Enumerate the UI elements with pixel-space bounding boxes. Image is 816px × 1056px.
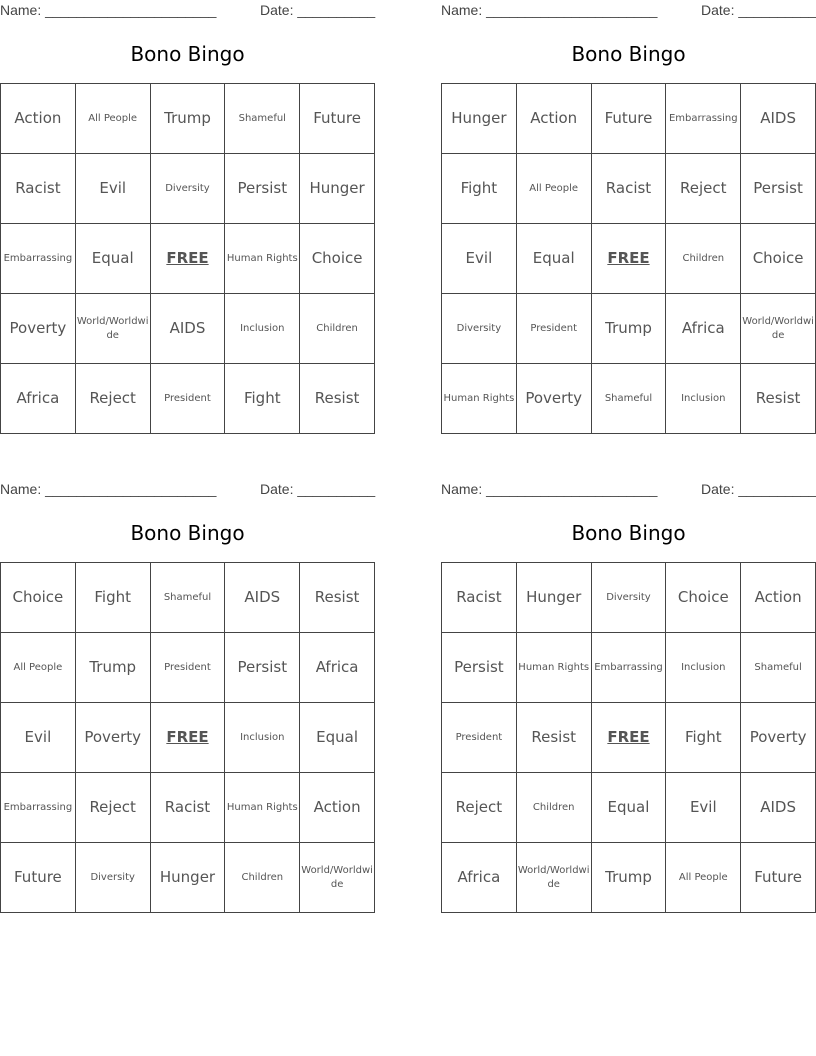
bingo-cell: Reject [75, 364, 150, 434]
name-date-line [441, 0, 816, 20]
bingo-cell: Persist [225, 633, 300, 703]
bingo-cell: Shameful [225, 84, 300, 154]
bingo-cell: AIDS [150, 294, 225, 364]
bingo-cell: Poverty [1, 294, 76, 364]
bingo-row [442, 364, 816, 434]
bingo-cell: Embarrassing [591, 633, 666, 703]
bingo-cell: President [516, 294, 591, 364]
bingo-row [1, 154, 375, 224]
bingo-cell: Action [516, 84, 591, 154]
bingo-cell: Africa [442, 843, 517, 913]
bingo-cell: World/Worldwide [516, 843, 591, 913]
bingo-cell: Fight [225, 364, 300, 434]
bingo-cell: Action [741, 563, 816, 633]
bingo-cell: Inclusion [225, 703, 300, 773]
bingo-cell: Resist [300, 563, 375, 633]
bingo-cell: Persist [225, 154, 300, 224]
bingo-cell: Africa [300, 633, 375, 703]
bingo-cell: Future [1, 843, 76, 913]
bingo-cell: World/Worldwide [741, 294, 816, 364]
bingo-cell: Children [516, 773, 591, 843]
bingo-cell: Action [1, 84, 76, 154]
bingo-cell: Racist [1, 154, 76, 224]
bingo-cell: Reject [666, 154, 741, 224]
name-field-label: Name: ______________________ [441, 481, 658, 497]
bingo-row [442, 633, 816, 703]
bingo-row [442, 154, 816, 224]
bingo-cell: Racist [591, 154, 666, 224]
bingo-cell: Fight [75, 563, 150, 633]
card-title: Bono Bingo [130, 42, 245, 66]
bingo-row [1, 773, 375, 843]
free-space-cell: FREE [591, 224, 666, 294]
bingo-row [442, 773, 816, 843]
name-field-label: Name: ______________________ [0, 481, 217, 497]
date-field-label: Date: __________ [701, 2, 816, 18]
bingo-cell: Racist [150, 773, 225, 843]
date-field-label: Date: __________ [260, 481, 376, 497]
bingo-row [1, 84, 375, 154]
bingo-row [442, 84, 816, 154]
bingo-cell: Equal [591, 773, 666, 843]
bingo-cell: AIDS [741, 773, 816, 843]
bingo-row [1, 563, 375, 633]
bingo-cell: Hunger [300, 154, 375, 224]
bingo-cell: All People [1, 633, 76, 703]
bingo-cell: Future [300, 84, 375, 154]
bingo-cell: Evil [1, 703, 76, 773]
bingo-cell: All People [75, 84, 150, 154]
bingo-cell: Inclusion [225, 294, 300, 364]
card-title: Bono Bingo [571, 42, 686, 66]
bingo-cell: Inclusion [666, 633, 741, 703]
bingo-cell: Embarrassing [666, 84, 741, 154]
bingo-cell: Equal [300, 703, 375, 773]
bingo-cell: Children [666, 224, 741, 294]
bingo-cell: Diversity [591, 563, 666, 633]
bingo-grid [441, 562, 816, 913]
date-field-label: Date: __________ [260, 2, 376, 18]
bingo-row [1, 703, 375, 773]
bingo-cell: Trump [591, 843, 666, 913]
bingo-cell: Choice [1, 563, 76, 633]
bingo-cell: President [150, 364, 225, 434]
bingo-cell: Equal [75, 224, 150, 294]
bingo-cell: World/Worldwide [75, 294, 150, 364]
bingo-cell: Evil [666, 773, 741, 843]
bingo-cell: AIDS [741, 84, 816, 154]
bingo-row [442, 563, 816, 633]
bingo-cell: Fight [666, 703, 741, 773]
bingo-row [1, 364, 375, 434]
bingo-row [442, 843, 816, 913]
bingo-grid [0, 562, 375, 913]
bingo-row [1, 633, 375, 703]
bingo-cell: Diversity [75, 843, 150, 913]
bingo-cell: Shameful [591, 364, 666, 434]
bingo-cell: AIDS [225, 563, 300, 633]
bingo-cell: Future [741, 843, 816, 913]
bingo-cell: Poverty [75, 703, 150, 773]
bingo-cell: Trump [591, 294, 666, 364]
name-date-line [441, 479, 816, 499]
bingo-cell: Choice [741, 224, 816, 294]
bingo-cell: Fight [442, 154, 517, 224]
card-title: Bono Bingo [571, 521, 686, 545]
bingo-cell: Evil [75, 154, 150, 224]
bingo-cell: Hunger [516, 563, 591, 633]
date-field-label: Date: __________ [701, 481, 816, 497]
bingo-cell: Resist [741, 364, 816, 434]
bingo-row [1, 843, 375, 913]
bingo-cell: Human Rights [225, 224, 300, 294]
bingo-cell: Resist [300, 364, 375, 434]
bingo-row [1, 294, 375, 364]
bingo-cell: Diversity [150, 154, 225, 224]
bingo-cell: Human Rights [442, 364, 517, 434]
bingo-cell: All People [666, 843, 741, 913]
bingo-cell: Children [300, 294, 375, 364]
bingo-grid [0, 83, 375, 434]
bingo-cell: Choice [300, 224, 375, 294]
bingo-cell: Hunger [442, 84, 517, 154]
bingo-cell: Persist [741, 154, 816, 224]
name-date-line [0, 479, 375, 499]
bingo-cell: Trump [75, 633, 150, 703]
bingo-row [1, 224, 375, 294]
bingo-row [442, 703, 816, 773]
bingo-grid [441, 83, 816, 434]
bingo-cell: Human Rights [516, 633, 591, 703]
bingo-cell: Hunger [150, 843, 225, 913]
bingo-cell: Africa [1, 364, 76, 434]
bingo-cell: Choice [666, 563, 741, 633]
bingo-cell: Trump [150, 84, 225, 154]
card-title: Bono Bingo [130, 521, 245, 545]
free-space-cell: FREE [150, 703, 225, 773]
bingo-cell: Reject [442, 773, 517, 843]
bingo-cell: Inclusion [666, 364, 741, 434]
bingo-cell: Equal [516, 224, 591, 294]
bingo-cell: Racist [442, 563, 517, 633]
free-space-cell: FREE [150, 224, 225, 294]
bingo-cell: Diversity [442, 294, 517, 364]
bingo-cell: President [150, 633, 225, 703]
bingo-cell: Action [300, 773, 375, 843]
bingo-cell: Human Rights [225, 773, 300, 843]
bingo-cell: Future [591, 84, 666, 154]
bingo-cell: Shameful [741, 633, 816, 703]
bingo-row [442, 224, 816, 294]
name-field-label: Name: ______________________ [0, 2, 217, 18]
bingo-cell: Children [225, 843, 300, 913]
bingo-cell: Poverty [516, 364, 591, 434]
bingo-cell: Embarrassing [1, 224, 76, 294]
name-date-line [0, 0, 375, 20]
bingo-cell: President [442, 703, 517, 773]
name-field-label: Name: ______________________ [441, 2, 658, 18]
bingo-cell: Africa [666, 294, 741, 364]
bingo-cell: Resist [516, 703, 591, 773]
bingo-cell: Embarrassing [1, 773, 76, 843]
bingo-row [442, 294, 816, 364]
bingo-cell: Persist [442, 633, 517, 703]
bingo-cell: World/Worldwide [300, 843, 375, 913]
bingo-cell: All People [516, 154, 591, 224]
bingo-cell: Reject [75, 773, 150, 843]
bingo-cell: Shameful [150, 563, 225, 633]
bingo-cell: Poverty [741, 703, 816, 773]
free-space-cell: FREE [591, 703, 666, 773]
bingo-cell: Evil [442, 224, 517, 294]
